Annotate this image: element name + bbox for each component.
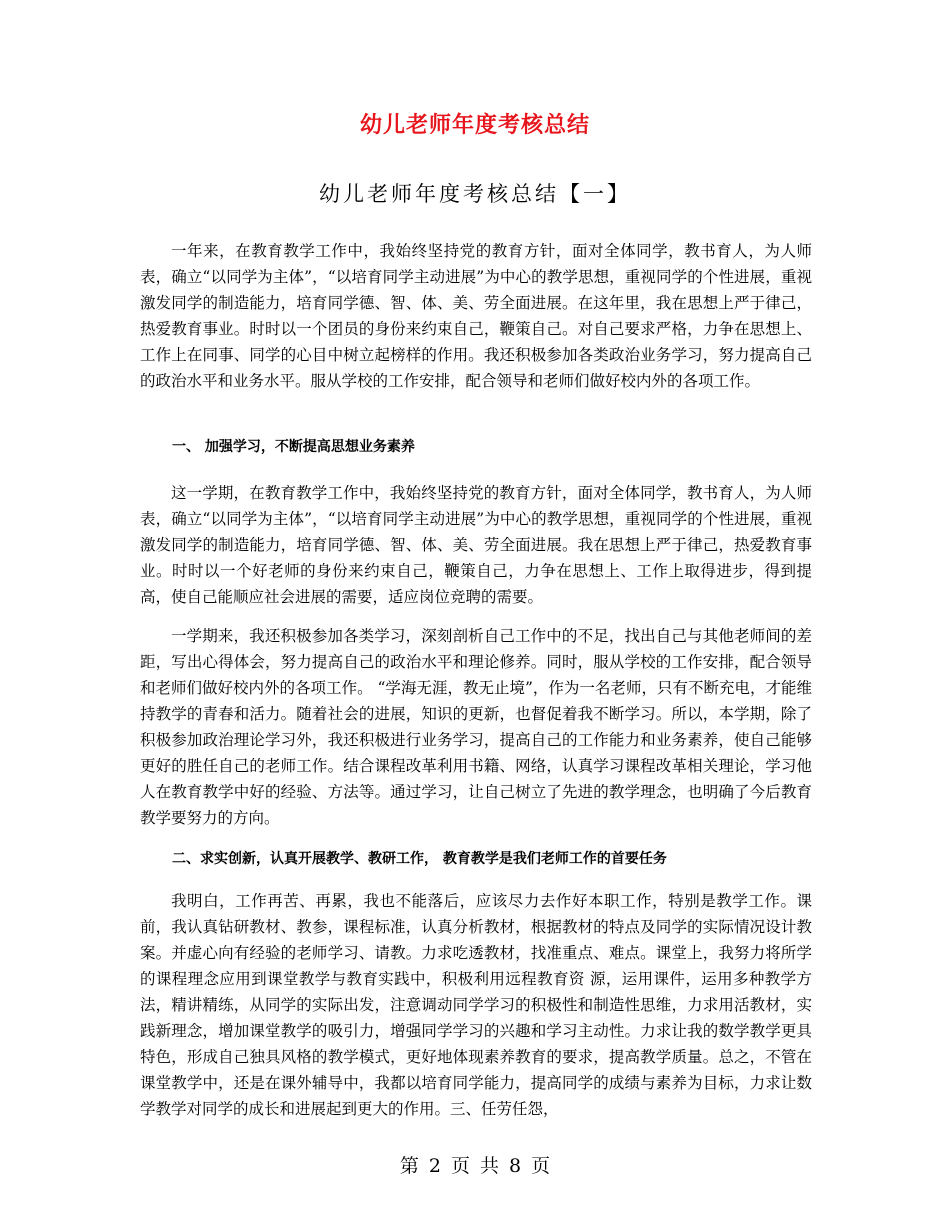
- section-1-paragraph-2: 一学期来，我还积极参加各类学习，深刻剖析自己工作中的不足，找出自己与其他老师间的差距，写出心得体会，努力提高自己的政治水平和理论修养。同时，服从学校的工作安排，配合领导和老师们做好校内外的各项工作。 “学海无涯，教无止境”，作为一名老师，只有不断充电，才能维持教学的青春和活力。随着社会的进展，知识的更新，也督促着我不断学习。所以，本学期，除了积极参加政治理论学习外，我还积极进行业务学习，提高自己的工作能力和业务素养，使自己能够更好的胜任自己的老师工作。结合课程改革利用书籍、网络，认真学习课程改革相关理论，学习他人在教育教学中好的经验、方法等。通过学习，让自己树立了先进的教学理念，也明确了今后教育教学要努力的方向。: [140, 627, 812, 827]
- page-number-footer: 第 2 页 共 8 页: [399, 1155, 551, 1177]
- section-1-heading: 一、 加强学习，不断提高思想业务素养: [172, 439, 415, 455]
- section-2-heading: 二、求实创新，认真开展教学、教研工作， 教育教学是我们老师工作的首要任务: [172, 851, 667, 867]
- document-title: 幼儿老师年度考核总结: [359, 113, 590, 138]
- section-1-paragraph-1: 这一学期，在教育教学工作中，我始终坚持党的教育方针，面对全体同学，教书育人，为人师表，确立“以同学为主体”，“以培育同学主动进展”为中心的教学思想，重视同学的个性进展，重视激发同学的制造能力，培育同学德、智、体、美、劳全面进展。我在思想上严于律己，热爱教育事业。时时以一个好老师的身份来约束自己，鞭策自己，力争在思想上、工作上取得进步，得到提高，使自己能顺应社会进展的需要，适应岗位竞聘的需要。: [140, 484, 812, 606]
- document-subtitle: 幼儿老师年度考核总结【一】: [319, 182, 631, 206]
- intro-paragraph: 一年来，在教育教学工作中，我始终坚持党的教育方针，面对全体同学，教书育人，为人师表，确立“以同学为主体”，“以培育同学主动进展”为中心的教学思想，重视同学的个性进展，重视激发同学的制造能力，培育同学德、智、体、美、劳全面进展。在这年里，我在思想上严于律己，热爱教育事业。时时以一个团员的身份来约束自己，鞭策自己。对自己要求严格，力争在思想上、工作上在同事、同学的心目中树立起榜样的作用。我还积极参加各类政治业务学习，努力提高自己的政治水平和业务水平。服从学校的工作安排，配合领导和老师们做好校内外的各项工作。: [140, 242, 812, 390]
- section-2-paragraph-1: 我明白，工作再苦、再累，我也不能落后，应该尽力去作好本职工作，特别是教学工作。课前，我认真钻研教材、教参，课程标准，认真分析教材，根据教材的特点及同学的实际情况设计教案。并虚心向有经验的老师学习、请教。力求吃透教材，找准重点、难点。课堂上，我努力将所学的课程理念应用到课堂教学与教育实践中，积极利用远程教育资 源，运用课件，运用多种教学方法，精讲精练，从同学的实际出发，注意调动同学学习的积极性和制造性思维，力求用活教材，实践新理念，增加课堂教学的吸引力，增强同学学习的兴趣和学习主动性。力求让我的数学教学更具特色，形成自己独具风格的教学模式，更好地体现素养教育的要求，提高教学质量。总之，不管在课堂教学中，还是在课外辅导中，我都以培育同学能力，提高同学的成绩与素养为目标，力求让数学教学对同学的成长和进展起到更大的作用。三、任劳任怨，: [140, 892, 812, 1118]
